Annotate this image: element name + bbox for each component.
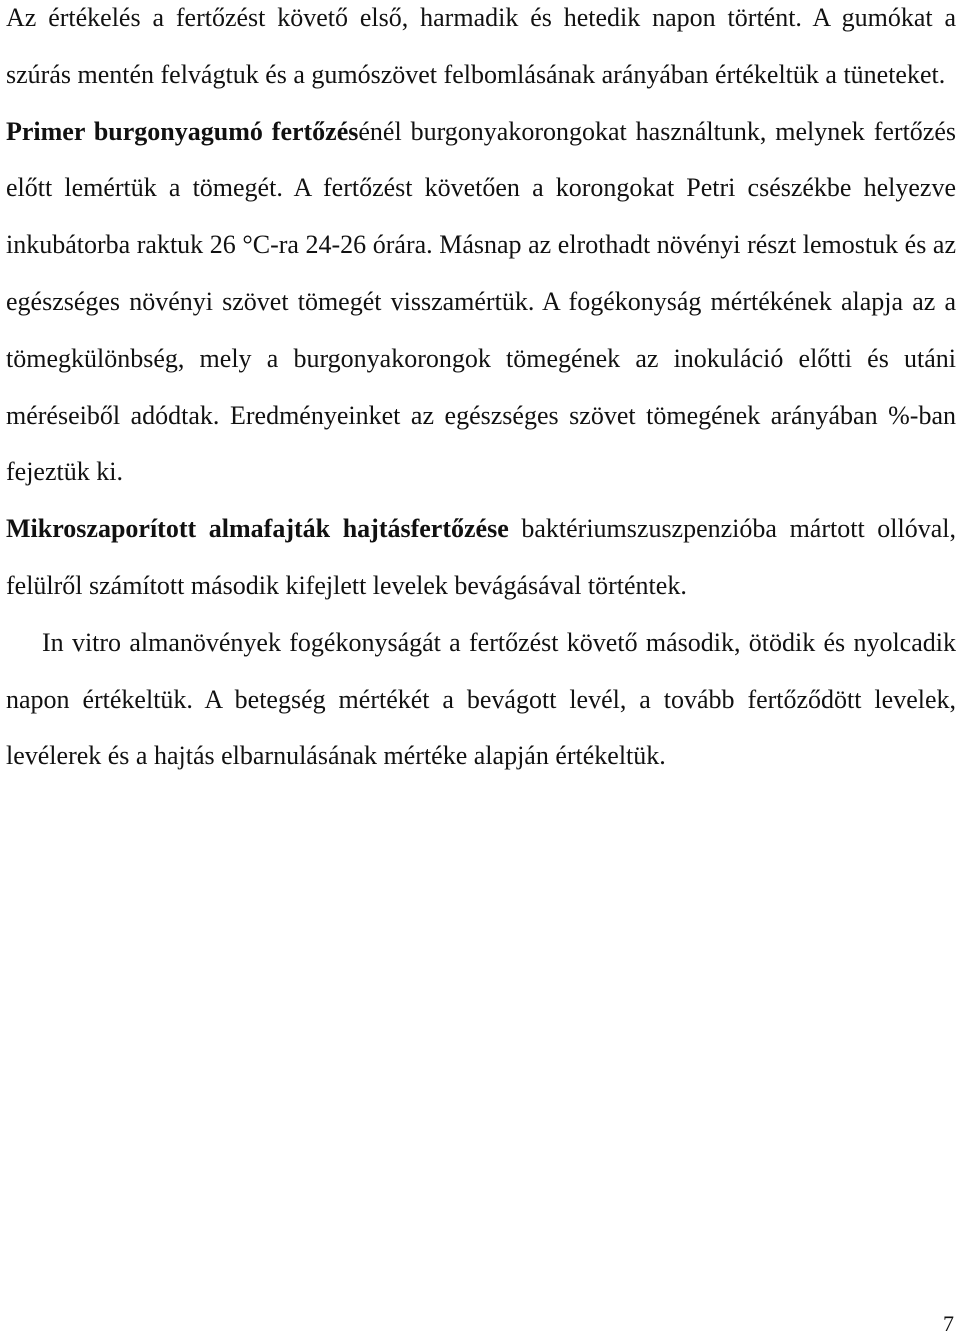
paragraph-text: In vitro almanövények fogékonyságát a fertőzést követő második, ötödik és nyolcadik napon értékeltük. A betegség mértékét a bevágott levél, a tovább fertőződött levelek, levélerek és a hajtás elbarnulásának mértéke alapján értékeltük.	[6, 627, 956, 771]
paragraph-potato-infection	[6, 104, 956, 502]
paragraph-apple-infection	[6, 501, 956, 615]
paragraph-text: baktériumszuszpenzióba mártott ollóval, felülről számított második kifejlett levelek bevágásával történtek.	[6, 514, 956, 600]
paragraph-in-vitro	[6, 615, 956, 785]
paragraph-text: Az értékelés a fertőzést követő első, harmadik és hetedik napon történt. A gumókat a szúrás mentén felvágtuk és a gumószövet felbomlásának arányában értékeltük a tüneteket.	[6, 3, 956, 89]
paragraph-text: énél burgonyakorongokat használtunk, melynek fertőzés előtt lemértük a tömegét. A fertőzést követően a korongokat Petri csészékbe helyezve inkubátorba raktuk 26 °C-ra 24-26 órára. Másnap az elrothadt növényi részt lemostuk és az egészséges növényi szövet tömegét visszamértük. A fogékonyság mértékének alapja az a tömegkülönbség, mely a burgonyakorongok tömegének az inokuláció előtti és utáni méréseiből adódtak. Eredményeinket az egészséges szövet tömegének arányában %-ban fejeztük ki.	[6, 116, 957, 487]
document-page	[6, 0, 956, 785]
bold-term: Primer burgonyagumó fertőzés	[6, 116, 359, 146]
bold-term: Mikroszaporított almafajták hajtásfertőzése	[6, 514, 509, 544]
page-number: 7	[943, 1311, 954, 1336]
paragraph-evaluation	[6, 0, 956, 104]
